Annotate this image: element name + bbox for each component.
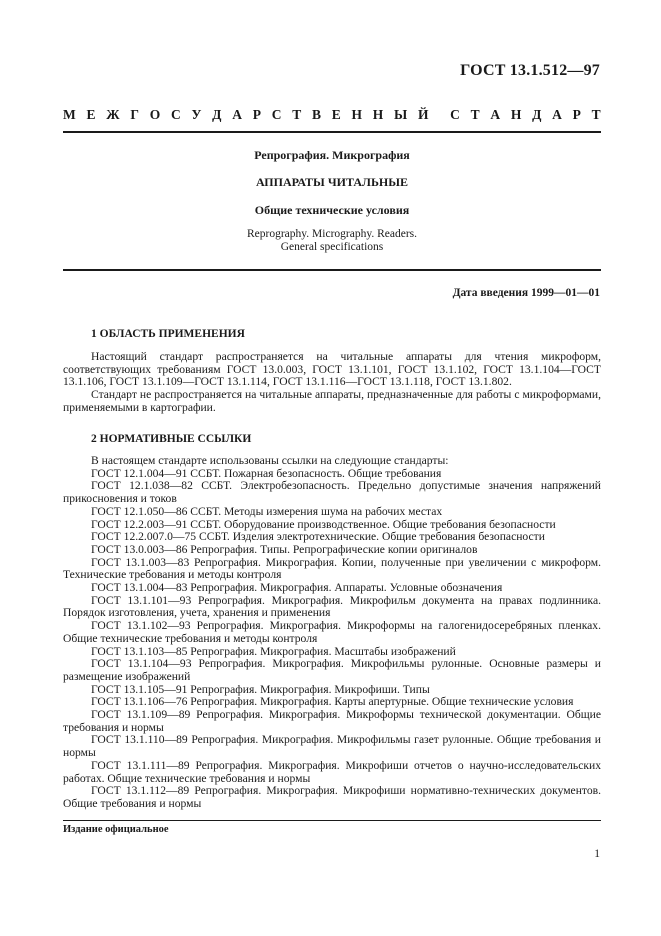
reference-item: ГОСТ 12.1.004—91 ССБТ. Пожарная безопасность. Общие требования: [91, 466, 442, 480]
reference-item: ГОСТ 13.1.003—83 Репрография. Микрография. Копии, полученные при увеличении с микроформ. Технические требования и методы контроля: [63, 555, 601, 582]
banner-letter: Н: [372, 107, 384, 122]
title-english-line2: General specifications: [280, 240, 384, 253]
references-intro: В настоящем стандарте использованы ссылки на следующие стандарты:: [91, 454, 449, 467]
banner-letter: С: [170, 107, 181, 122]
standard-banner: [63, 107, 601, 123]
banner-letter: Н: [510, 107, 522, 122]
section2-heading: 2 НОРМАТИВНЫЕ ССЫЛКИ: [91, 433, 252, 445]
banner-letter: Т: [591, 107, 601, 122]
reference-item: ГОСТ 13.1.004—83 Репрография. Микрография. Аппараты. Условные обозначения: [91, 581, 503, 595]
page-number: 1: [594, 848, 600, 860]
edition-label: Издание официальное: [63, 824, 169, 835]
banner-letter: Г: [130, 107, 139, 122]
title-english: [63, 228, 601, 253]
banner-letter: Р: [252, 107, 261, 122]
reference-item: ГОСТ 12.1.050—86 ССБТ. Методы измерения шума на рабочих местах: [91, 504, 443, 518]
reference-item: ГОСТ 13.1.106—76 Репрография. Микрография. Карты апертурные. Общие технические условия: [91, 695, 574, 709]
reference-item: ГОСТ 12.1.038—82 ССБТ. Электробезопасность. Предельно допустимые значения напряжений прикосновения и токов: [63, 479, 601, 506]
reference-item: ГОСТ 13.1.101—93 Репрография. Микрография. Микрофильм документа на правах подлинника. Порядок изготовления, учета, хранения и применения: [63, 593, 601, 620]
title-main: АППАРАТЫ ЧИТАЛЬНЫЕ: [255, 175, 409, 189]
reference-item: ГОСТ 13.1.111—89 Репрография. Микрография. Микрофиши отчетов о научно-исследовательских работах. Общие технические требования и нормы: [63, 758, 601, 785]
banner-letter: В: [311, 107, 321, 122]
banner-letter: У: [191, 107, 202, 122]
reference-item: ГОСТ 12.2.007.0—75 ССБТ. Изделия электротехнические. Общие требования безопасности: [91, 530, 545, 544]
footer-rule: [63, 820, 601, 821]
title-subtitle: Общие технические условия: [254, 203, 410, 217]
banner-letter: М: [63, 107, 76, 122]
banner-letter: Р: [572, 107, 581, 122]
banner-letter: А: [490, 107, 501, 122]
banner-letter: С: [450, 107, 460, 122]
section1-paragraph: Настоящий стандарт распространяется на читальные аппараты для чтения микроформ, соответствующих требованиям ГОСТ 13.0.003, ГОСТ 13.1.101, ГОСТ 13.1.102, ГОСТ 13.1.104—ГОСТ 13.1.106, ГОСТ 13.1.109—ГОСТ 13.1.114, ГОСТ 13.1.116—ГОСТ 13.1.118, ГОСТ 13.1.802.: [63, 350, 601, 389]
reference-item: ГОСТ 13.1.112—89 Репрография. Микрография. Микрофиши нормативно-технических документов. Общие требования и нормы: [63, 784, 601, 810]
reference-item: ГОСТ 13.1.109—89 Репрография. Микрография. Микроформы технической документации. Общие требования и нормы: [63, 708, 601, 734]
banner-letter: Д: [532, 107, 542, 122]
banner-letter: С: [271, 107, 282, 122]
section1-heading: 1 ОБЛАСТЬ ПРИМЕНЕНИЯ: [91, 328, 245, 340]
banner-letter: Ы: [394, 107, 408, 122]
document-number: ГОСТ 13.1.512—97: [460, 62, 600, 79]
references-list: [63, 455, 601, 811]
banner-letter: А: [552, 107, 562, 122]
title-subject: Репрография. Микрография: [254, 148, 410, 162]
title-rule: [63, 269, 601, 271]
banner-letter: А: [232, 107, 242, 122]
banner-letter: Т: [292, 107, 302, 122]
banner-letter: Е: [331, 107, 341, 122]
introduction-date: Дата введения 1999—01—01: [452, 287, 600, 299]
reference-item: ГОСТ 13.1.102—93 Репрография. Микрография. Микроформы на галогенидосеребряных пленках. Общие технические требования и методы контроля: [63, 619, 601, 645]
reference-item: ГОСТ 13.1.110—89 Репрография. Микрография. Микрофильмы газет рулонные. Общие требования и нормы: [63, 733, 601, 760]
reference-item: ГОСТ 12.2.003—91 ССБТ. Оборудование производственное. Общие требования безопасности: [91, 517, 556, 531]
banner-letter: Е: [86, 107, 96, 122]
banner-letter: Т: [470, 107, 480, 122]
section1-paragraph: Стандарт не распространяется на читальные аппараты, предназначенные для работы с микроформами, применяемыми в картографии.: [63, 388, 601, 414]
top-rule: [63, 131, 601, 133]
reference-item: ГОСТ 13.1.105—91 Репрография. Микрография. Микрофиши. Типы: [91, 682, 430, 696]
reference-item: ГОСТ 13.0.003—86 Репрография. Типы. Репрографические копии оригиналов: [91, 542, 478, 556]
banner-letter: Н: [351, 107, 363, 122]
banner-letter: Й: [418, 107, 429, 122]
banner-letter: О: [149, 107, 161, 122]
reference-item: ГОСТ 13.1.103—85 Репрография. Микрография. Масштабы изображений: [91, 644, 456, 658]
banner-letter: Ж: [106, 107, 120, 122]
title-english-line1: Reprography. Micrography. Readers.: [247, 228, 417, 240]
section1-body: [63, 351, 601, 415]
reference-item: ГОСТ 13.1.104—93 Репрография. Микрография. Микрофильмы рулонные. Основные размеры и размещение изображений: [63, 657, 601, 683]
banner-letter: Д: [212, 107, 222, 122]
